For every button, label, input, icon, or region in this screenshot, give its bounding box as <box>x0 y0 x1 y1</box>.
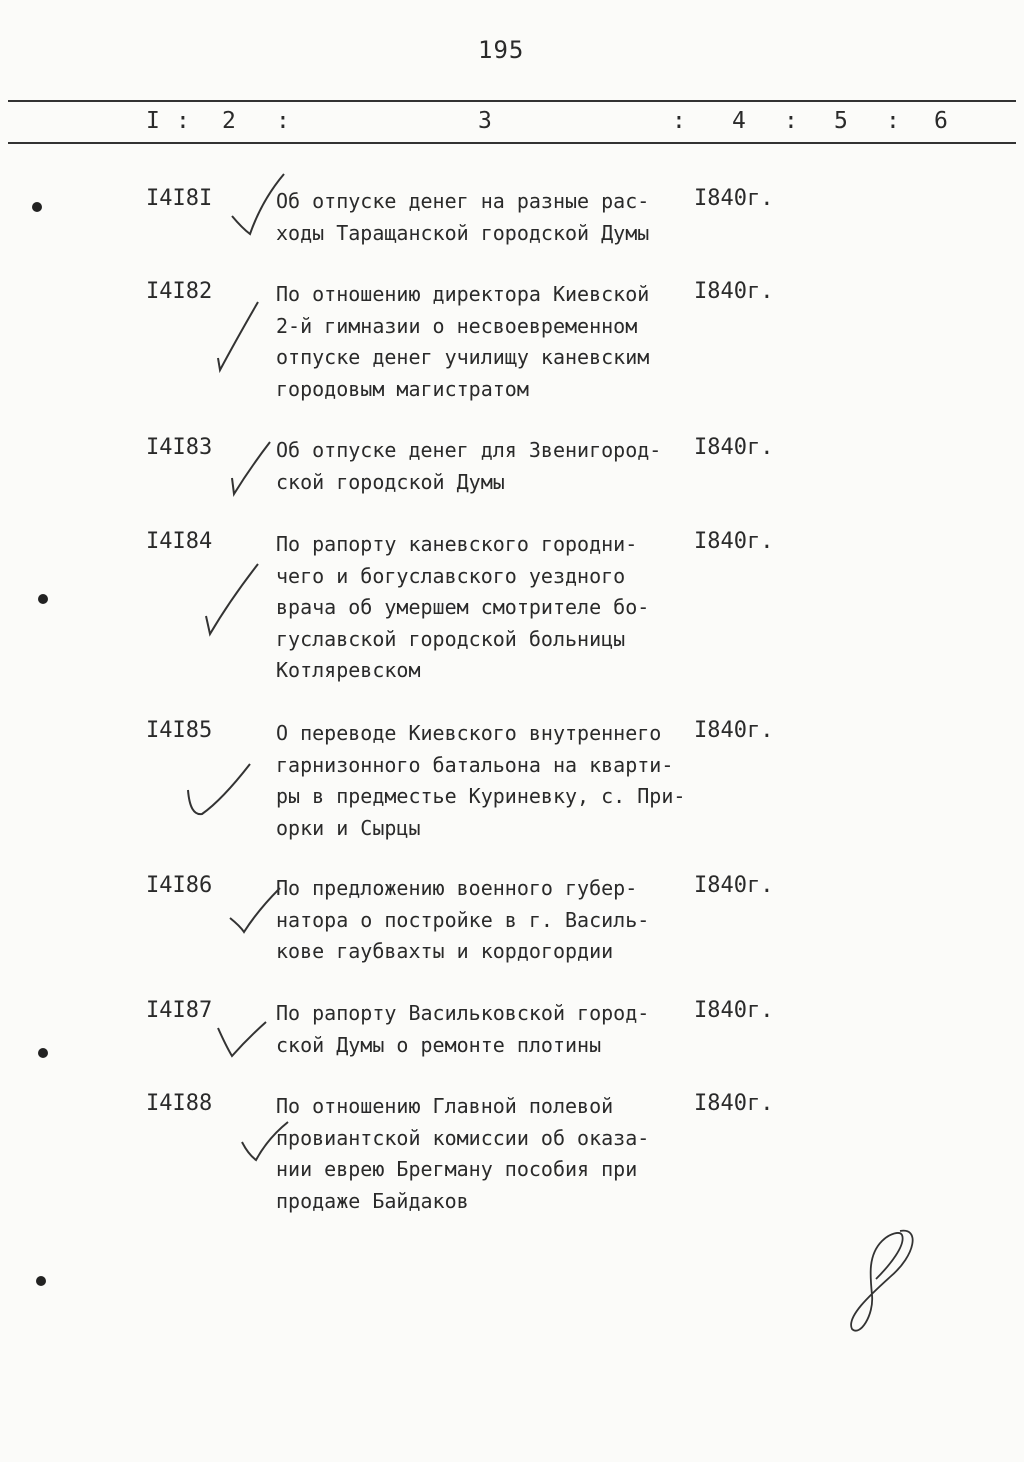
checkmark-icon <box>226 880 286 940</box>
checkmark-icon <box>182 760 262 820</box>
checkmark-icon <box>214 1016 274 1066</box>
signature-icon <box>830 1225 930 1335</box>
column-separator: : <box>672 108 686 134</box>
case-year: I840г. <box>694 1091 774 1116</box>
case-year: I840г. <box>694 435 774 460</box>
case-number: I4I83 <box>146 435 213 460</box>
column-header-5: 5 <box>834 108 848 134</box>
header-bottom-rule <box>8 142 1016 144</box>
case-number: I4I8I <box>146 186 213 211</box>
column-separator: : <box>784 108 798 134</box>
case-number: I4I87 <box>146 998 213 1023</box>
case-year: I840г. <box>694 718 774 743</box>
case-number: I4I84 <box>146 529 213 554</box>
case-year: I840г. <box>694 186 774 211</box>
checkmark-icon <box>226 438 286 498</box>
column-header-row <box>0 108 1024 138</box>
case-number: I4I85 <box>146 718 213 743</box>
punch-hole-mark <box>36 1276 46 1286</box>
case-description: Об отпуске денег на разные рас- ходы Таращанской городской Думы <box>276 189 650 245</box>
column-header-3: 3 <box>478 108 492 134</box>
case-description: О переводе Киевского внутреннего гарнизонного батальона на кварти- ры в предместье Куриневку, с. При- орки и Сырцы <box>276 721 686 840</box>
column-header-4: 4 <box>732 108 746 134</box>
case-description: По рапорту каневского городни- чего и богуславского уездного врача об умершем смотрителе бо- гуславской городской больницы Котляревском <box>276 532 650 682</box>
case-year: I840г. <box>694 998 774 1023</box>
punch-hole-mark <box>32 202 42 212</box>
case-number: I4I82 <box>146 279 213 304</box>
column-separator: : <box>176 108 190 134</box>
column-header-2: 2 <box>222 108 236 134</box>
checkmark-icon <box>238 1108 298 1168</box>
case-description: По предложению военного губер- натора о постройке в г. Василь- кове гаубвахты и кордогордии <box>276 876 650 963</box>
column-separator: : <box>276 108 290 134</box>
column-separator: : <box>886 108 900 134</box>
column-header-6: 6 <box>934 108 948 134</box>
case-description: По отношению директора Киевской 2-й гимназии о несвоевременном отпуске денег училищу каневским городовым магистратом <box>276 282 650 401</box>
checkmark-icon <box>210 300 270 380</box>
header-top-rule <box>8 100 1016 102</box>
checkmark-icon <box>226 170 296 240</box>
case-description: Об отпуске денег для Звенигород- ской городской Думы <box>276 438 662 494</box>
case-description: По рапорту Васильковской город- ской Думы о ремонте плотины <box>276 1001 650 1057</box>
column-header-1: I <box>146 108 160 134</box>
case-description: По отношению Главной полевой провиантской комиссии об оказа- нии еврею Брегману пособия при продаже Байдаков <box>276 1094 650 1213</box>
case-number: I4I88 <box>146 1091 213 1116</box>
punch-hole-mark <box>38 594 48 604</box>
case-number: I4I86 <box>146 873 213 898</box>
checkmark-icon <box>200 560 270 650</box>
punch-hole-mark <box>38 1048 48 1058</box>
case-year: I840г. <box>694 279 774 304</box>
page-number: 195 <box>478 36 525 64</box>
case-year: I840г. <box>694 873 774 898</box>
case-year: I840г. <box>694 529 774 554</box>
